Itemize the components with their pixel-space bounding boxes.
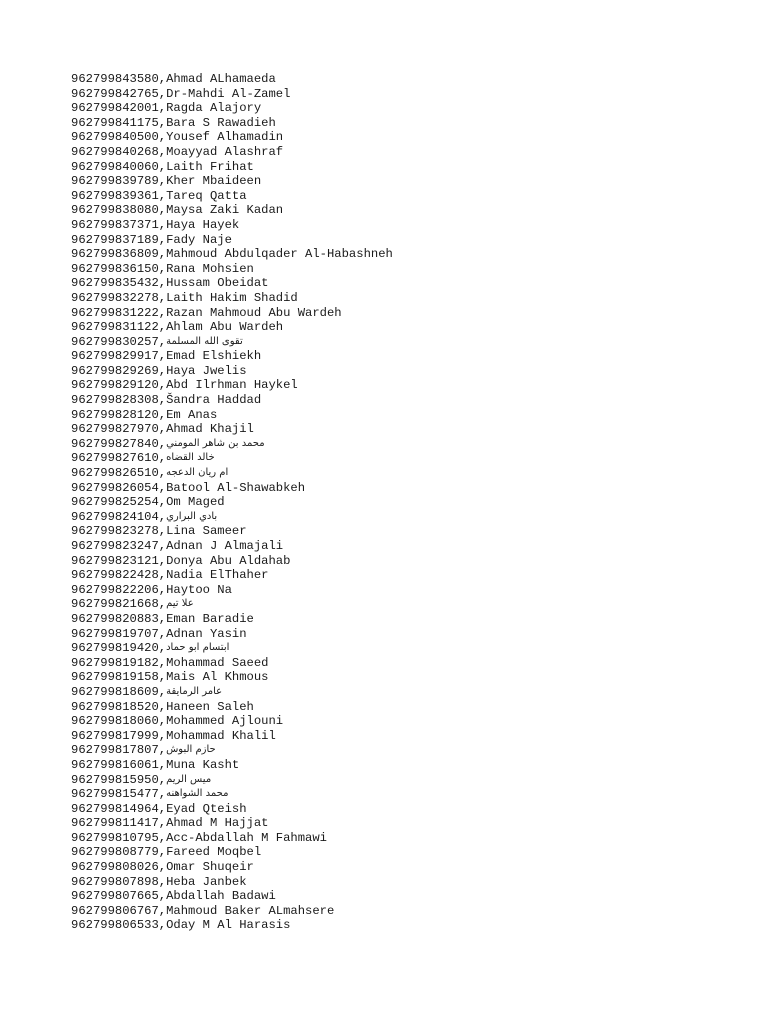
contact-name: Om Maged — [166, 495, 225, 510]
field-separator: , — [158, 670, 167, 685]
field-separator: , — [158, 728, 167, 743]
field-separator: , — [158, 757, 167, 772]
contact-row — [71, 364, 393, 379]
phone-number: 962799839361 — [71, 188, 159, 203]
field-separator: , — [158, 743, 167, 758]
field-separator: , — [158, 641, 167, 656]
contact-name: Lina Sameer — [166, 524, 247, 539]
field-separator: , — [158, 860, 167, 875]
phone-number: 962799841175 — [71, 115, 159, 130]
contact-name: Mahmoud Abdulqader Al-Habashneh — [166, 247, 393, 262]
field-separator: , — [158, 889, 167, 904]
contact-name: Ahmad Khajil — [166, 422, 254, 437]
contact-name: عامر الرمايقة — [166, 685, 223, 697]
contact-row — [71, 875, 393, 890]
field-separator: , — [158, 597, 167, 612]
contact-row — [71, 87, 393, 102]
phone-number: 962799831222 — [71, 305, 159, 320]
field-separator: , — [158, 217, 167, 232]
field-separator: , — [158, 903, 167, 918]
contact-name: Maysa Zaki Kadan — [166, 203, 284, 218]
contact-name: Kher Mbaideen — [166, 174, 262, 189]
contact-row — [71, 685, 393, 700]
contact-row — [71, 335, 393, 350]
phone-number: 962799829917 — [71, 349, 159, 364]
field-separator: , — [158, 72, 167, 86]
contact-name: Šandra Haddad — [166, 393, 262, 408]
phone-number: 962799817807 — [71, 743, 159, 758]
field-separator: , — [158, 407, 167, 422]
contact-row — [71, 714, 393, 729]
phone-number: 962799821668 — [71, 597, 159, 612]
contact-name: بادي البراري — [166, 510, 218, 522]
field-separator: , — [158, 247, 167, 262]
contact-row — [71, 627, 393, 642]
contact-name: Ahmad M Hajjat — [166, 816, 269, 831]
phone-number: 962799838080 — [71, 203, 159, 218]
contact-name: Moayyad Alashraf — [166, 144, 284, 159]
phone-number: 962799823121 — [71, 553, 159, 568]
contact-name: Acc-Abdallah M Fahmawi — [166, 830, 327, 845]
contact-row — [71, 802, 393, 817]
phone-number: 962799818609 — [71, 684, 159, 699]
phone-number: 962799825254 — [71, 495, 159, 510]
field-separator: , — [158, 101, 167, 116]
phone-number: 962799806767 — [71, 903, 159, 918]
contact-row — [71, 72, 393, 87]
field-separator: , — [158, 918, 167, 933]
contact-row — [71, 378, 393, 393]
field-separator: , — [158, 539, 167, 553]
contact-name: Em Anas — [166, 407, 218, 422]
phone-number: 962799822206 — [71, 582, 159, 597]
contact-name: Adnan J Almajali — [166, 539, 284, 553]
contact-name: محمد بن شاهر المومني — [166, 437, 265, 449]
phone-number: 962799827840 — [71, 436, 159, 451]
contact-name: Ragda Alajory — [166, 101, 262, 116]
field-separator: , — [158, 334, 167, 349]
field-separator: , — [158, 320, 167, 335]
field-separator: , — [158, 174, 167, 189]
contact-row — [71, 306, 393, 321]
field-separator: , — [158, 393, 167, 408]
field-separator: , — [158, 130, 167, 145]
contact-name: محمد الشواهنه — [166, 788, 229, 800]
contact-row — [71, 670, 393, 685]
contact-row — [71, 743, 393, 758]
contact-name: Donya Abu Aldahab — [166, 553, 291, 568]
contact-row — [71, 641, 393, 656]
contact-name: Muna Kasht — [166, 757, 240, 772]
contact-row — [71, 904, 393, 919]
phone-number: 962799824104 — [71, 509, 159, 524]
field-separator: , — [158, 276, 167, 291]
phone-number: 962799818520 — [71, 699, 159, 714]
contact-row — [71, 700, 393, 715]
phone-number: 962799817999 — [71, 728, 159, 743]
contact-row — [71, 116, 393, 131]
contact-row — [71, 845, 393, 860]
contact-row — [71, 539, 393, 554]
contact-name: Rana Mohsien — [166, 261, 254, 276]
contact-row — [71, 773, 393, 788]
field-separator: , — [158, 801, 167, 816]
field-separator: , — [158, 626, 167, 641]
phone-number: 962799843580 — [71, 72, 159, 86]
contact-name: Yousef Alhamadin — [166, 130, 284, 145]
phone-number: 962799826054 — [71, 480, 159, 495]
contact-row — [71, 729, 393, 744]
contact-name: ابتسام ابو حماد — [166, 642, 230, 654]
contact-name: Haya Jwelis — [166, 363, 247, 378]
contact-row — [71, 597, 393, 612]
contact-row — [71, 612, 393, 627]
contact-row — [71, 583, 393, 598]
contact-name: Mohammad Khalil — [166, 728, 276, 743]
contact-name: Haytoo Na — [166, 582, 232, 597]
contact-row — [71, 422, 393, 437]
contact-row — [71, 408, 393, 423]
contact-name: Abd Ilrhman Haykel — [166, 378, 298, 393]
contact-name: Adnan Yasin — [166, 626, 247, 641]
contact-name: ام ريان الدعجه — [166, 467, 229, 479]
contact-name: Haya Hayek — [166, 217, 240, 232]
contact-name: Mais Al Khmous — [166, 670, 269, 685]
contact-row — [71, 466, 393, 481]
phone-number: 962799819158 — [71, 670, 159, 685]
contact-name: علا تيم — [166, 598, 194, 610]
contact-row — [71, 656, 393, 671]
contact-row — [71, 160, 393, 175]
phone-number: 962799808026 — [71, 860, 159, 875]
phone-number: 962799814964 — [71, 801, 159, 816]
contact-row — [71, 524, 393, 539]
field-separator: , — [158, 611, 167, 626]
phone-number: 962799819707 — [71, 626, 159, 641]
field-separator: , — [158, 290, 167, 305]
contact-row — [71, 130, 393, 145]
contact-row — [71, 758, 393, 773]
field-separator: , — [158, 524, 167, 539]
phone-number: 962799828308 — [71, 393, 159, 408]
contact-row — [71, 320, 393, 335]
field-separator: , — [158, 451, 167, 466]
phone-number: 962799827610 — [71, 451, 159, 466]
contact-row — [71, 889, 393, 904]
phone-number: 962799819420 — [71, 641, 159, 656]
contact-name: Ahlam Abu Wardeh — [166, 320, 284, 335]
contact-name: Laith Hakim Shadid — [166, 290, 298, 305]
contact-row — [71, 276, 393, 291]
phone-number: 962799815477 — [71, 787, 159, 802]
contact-name: تقوى الله المسلمة — [166, 335, 243, 347]
phone-number: 962799830257 — [71, 334, 159, 349]
contact-name: Eyad Qteish — [166, 801, 247, 816]
field-separator: , — [158, 582, 167, 597]
field-separator: , — [158, 655, 167, 670]
contact-row — [71, 218, 393, 233]
contact-row — [71, 787, 393, 802]
contact-name: Laith Frihat — [166, 159, 254, 174]
phone-number: 962799822428 — [71, 568, 159, 583]
field-separator: , — [158, 115, 167, 130]
phone-number: 962799816061 — [71, 757, 159, 772]
phone-number: 962799829269 — [71, 363, 159, 378]
phone-number: 962799836150 — [71, 261, 159, 276]
contact-row — [71, 101, 393, 116]
field-separator: , — [158, 436, 167, 451]
field-separator: , — [158, 86, 167, 101]
contact-row — [71, 291, 393, 306]
field-separator: , — [158, 363, 167, 378]
phone-number: 962799826510 — [71, 466, 159, 481]
field-separator: , — [158, 509, 167, 524]
phone-number: 962799818060 — [71, 714, 159, 729]
contact-row — [71, 816, 393, 831]
contact-row — [71, 189, 393, 204]
contact-name: ميس الريم — [166, 773, 212, 785]
contact-name: Mahmoud Baker ALmahsere — [166, 903, 335, 918]
contact-name: حازم البوش — [166, 744, 216, 756]
contact-name: Fareed Moqbel — [166, 845, 262, 860]
contact-row — [71, 233, 393, 248]
contact-row — [71, 174, 393, 189]
phone-number: 962799827970 — [71, 422, 159, 437]
contact-name: Bara S Rawadieh — [166, 115, 276, 130]
field-separator: , — [158, 830, 167, 845]
field-separator: , — [158, 568, 167, 583]
field-separator: , — [158, 261, 167, 276]
phone-number: 962799842765 — [71, 86, 159, 101]
field-separator: , — [158, 772, 167, 787]
phone-number: 962799835432 — [71, 276, 159, 291]
contact-row — [71, 554, 393, 569]
contact-row — [71, 349, 393, 364]
contact-name: Heba Janbek — [166, 874, 247, 889]
phone-number: 962799842001 — [71, 101, 159, 116]
contact-row — [71, 860, 393, 875]
field-separator: , — [158, 874, 167, 889]
phone-number: 962799828120 — [71, 407, 159, 422]
contact-name: Fady Naje — [166, 232, 232, 247]
field-separator: , — [158, 144, 167, 159]
contact-row — [71, 437, 393, 452]
phone-number: 962799840060 — [71, 159, 159, 174]
field-separator: , — [158, 378, 167, 393]
field-separator: , — [158, 816, 167, 831]
field-separator: , — [158, 845, 167, 860]
field-separator: , — [158, 553, 167, 568]
contact-name: Dr-Mahdi Al-Zamel — [166, 86, 291, 101]
contact-name: Eman Baradie — [166, 611, 254, 626]
contact-name: Abdallah Badawi — [166, 889, 276, 904]
phone-number: 962799823247 — [71, 539, 159, 553]
field-separator: , — [158, 466, 167, 481]
contact-name: Hussam Obeidat — [166, 276, 269, 291]
contact-list — [71, 72, 393, 933]
phone-number: 962799840268 — [71, 144, 159, 159]
phone-number: 962799840500 — [71, 130, 159, 145]
phone-number: 962799837371 — [71, 217, 159, 232]
field-separator: , — [158, 480, 167, 495]
phone-number: 962799820883 — [71, 611, 159, 626]
phone-number: 962799806533 — [71, 918, 159, 933]
contact-name: Nadia ElThaher — [166, 568, 269, 583]
contact-row — [71, 393, 393, 408]
field-separator: , — [158, 495, 167, 510]
contact-row — [71, 481, 393, 496]
contact-row — [71, 918, 393, 933]
field-separator: , — [158, 349, 167, 364]
contact-row — [71, 451, 393, 466]
contact-row — [71, 510, 393, 525]
field-separator: , — [158, 714, 167, 729]
phone-number: 962799837189 — [71, 232, 159, 247]
contact-name: Oday M Al Harasis — [166, 918, 291, 933]
field-separator: , — [158, 159, 167, 174]
contact-row — [71, 831, 393, 846]
contact-name: Haneen Saleh — [166, 699, 254, 714]
phone-number: 962799823278 — [71, 524, 159, 539]
phone-number: 962799829120 — [71, 378, 159, 393]
contact-name: Mohammad Saeed — [166, 655, 269, 670]
contact-row — [71, 262, 393, 277]
field-separator: , — [158, 203, 167, 218]
phone-number: 962799810795 — [71, 830, 159, 845]
field-separator: , — [158, 699, 167, 714]
phone-number: 962799807665 — [71, 889, 159, 904]
contact-name: Emad Elshiekh — [166, 349, 262, 364]
phone-number: 962799811417 — [71, 816, 159, 831]
contact-name: Mohammed Ajlouni — [166, 714, 284, 729]
contact-name: Razan Mahmoud Abu Wardeh — [166, 305, 342, 320]
field-separator: , — [158, 188, 167, 203]
field-separator: , — [158, 305, 167, 320]
contact-row — [71, 145, 393, 160]
phone-number: 962799836809 — [71, 247, 159, 262]
contact-row — [71, 568, 393, 583]
contact-name: خالد القضاه — [166, 452, 215, 464]
field-separator: , — [158, 684, 167, 699]
field-separator: , — [158, 422, 167, 437]
contact-name: Ahmad ALhamaeda — [166, 72, 276, 86]
phone-number: 962799807898 — [71, 874, 159, 889]
field-separator: , — [158, 232, 167, 247]
phone-number: 962799832278 — [71, 290, 159, 305]
contact-row — [71, 203, 393, 218]
contact-name: Batool Al-Shawabkeh — [166, 480, 306, 495]
phone-number: 962799808779 — [71, 845, 159, 860]
contact-row — [71, 495, 393, 510]
phone-number: 962799839789 — [71, 174, 159, 189]
contact-name: Omar Shuqeir — [166, 860, 254, 875]
phone-number: 962799815950 — [71, 772, 159, 787]
field-separator: , — [158, 787, 167, 802]
contact-row — [71, 247, 393, 262]
phone-number: 962799819182 — [71, 655, 159, 670]
contact-name: Tareq Qatta — [166, 188, 247, 203]
phone-number: 962799831122 — [71, 320, 159, 335]
